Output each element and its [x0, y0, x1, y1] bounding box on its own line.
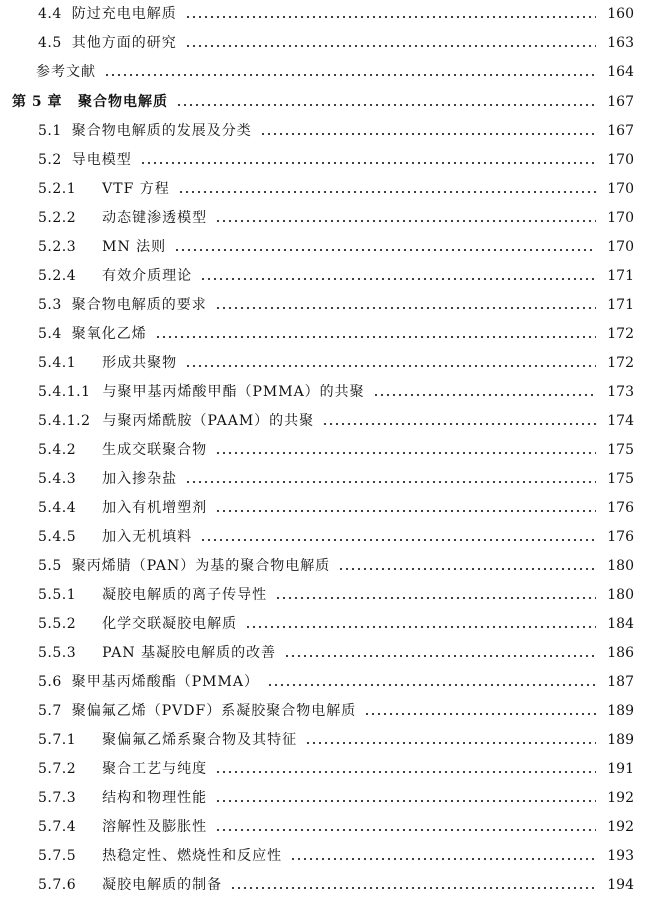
page-number: 180 [607, 587, 634, 603]
toc-entry[interactable] [0, 757, 650, 781]
toc-entry[interactable] [0, 148, 650, 172]
toc-entry[interactable] [0, 873, 650, 897]
section-title: 结构和物理性能 [102, 790, 208, 806]
dot-leader [322, 409, 596, 433]
dot-leader [215, 206, 596, 230]
dot-leader [364, 699, 596, 723]
section-title: 聚合工艺与纯度 [102, 761, 208, 777]
page-number: 187 [607, 674, 634, 690]
section-title: 聚甲基丙烯酸酯（PMMA） [71, 674, 259, 690]
section-title: 聚偏氟乙烯（PVDF）系凝胶聚合物电解质 [71, 703, 357, 719]
page-number: 171 [607, 268, 634, 284]
page-number: 174 [607, 413, 634, 429]
toc-entry[interactable] [0, 264, 650, 288]
page-number: 175 [607, 471, 634, 487]
section-number: 5.4.3 [38, 471, 77, 487]
toc-entry[interactable] [0, 583, 650, 607]
page-number: 170 [607, 152, 634, 168]
dot-leader [275, 583, 596, 607]
section-number: 5.4.1 [38, 355, 77, 371]
dot-leader [230, 873, 596, 897]
section-number: 5.4.4 [38, 500, 77, 516]
page-number: 192 [607, 790, 634, 806]
page-number: 189 [607, 732, 634, 748]
chapter-number: 第 5 章 [12, 94, 62, 110]
section-title: 凝胶电解质的制备 [102, 877, 223, 893]
section-number: 5.7.2 [38, 761, 77, 777]
page-number: 163 [607, 35, 634, 51]
dot-leader [140, 148, 596, 172]
page-number: 176 [607, 529, 634, 545]
toc-entry[interactable] [0, 293, 650, 317]
section-title: 凝胶电解质的离子传导性 [102, 587, 268, 603]
toc-entry[interactable] [0, 60, 650, 84]
section-number: 5.7.5 [38, 848, 77, 864]
page-number: 192 [607, 819, 634, 835]
section-number: 5.2.4 [38, 268, 77, 284]
section-title: 生成交联聚合物 [102, 442, 208, 458]
section-title: 加入有机增塑剂 [102, 500, 208, 516]
dot-leader [174, 235, 596, 259]
page-number: 170 [607, 181, 634, 197]
dot-leader [290, 844, 596, 868]
toc-entry[interactable] [0, 844, 650, 868]
toc-entry[interactable] [0, 119, 650, 143]
dot-leader [260, 119, 596, 143]
toc-entry[interactable] [0, 815, 650, 839]
chapter-title: 聚合物电解质 [78, 94, 168, 110]
dot-leader [267, 670, 596, 694]
dot-leader [338, 554, 596, 578]
section-title: 加入掺杂盐 [102, 471, 178, 487]
section-title: 与聚丙烯酰胺（PAAM）的共聚 [102, 413, 315, 429]
section-title: VTF 方程 [102, 181, 170, 197]
section-title: 聚氧化乙烯 [71, 326, 147, 342]
section-number: 5.7.4 [38, 819, 77, 835]
page-number: 175 [607, 442, 634, 458]
dot-leader [215, 438, 596, 462]
section-number: 5.5.3 [38, 645, 77, 661]
section-title: 有效介质理论 [102, 268, 193, 284]
toc-entry[interactable] [0, 380, 650, 404]
toc-entry[interactable] [0, 525, 650, 549]
toc-entry[interactable] [0, 786, 650, 810]
toc-entry[interactable] [0, 554, 650, 578]
page-number: 171 [607, 297, 634, 313]
section-number: 5.7.1 [38, 732, 77, 748]
toc-entry[interactable] [0, 496, 650, 520]
page-number: 170 [607, 210, 634, 226]
dot-leader [200, 264, 596, 288]
dot-leader [185, 351, 596, 375]
dot-leader [176, 90, 596, 114]
section-title: 热稳定性、燃烧性和反应性 [102, 848, 283, 864]
section-title: 与聚甲基丙烯酸甲酯（PMMA）的共聚 [102, 384, 365, 400]
page-number: 173 [607, 384, 634, 400]
dot-leader [200, 525, 596, 549]
section-title: MN 法则 [102, 239, 167, 255]
page-number: 194 [607, 877, 634, 893]
section-title: 参考文献 [36, 64, 96, 80]
section-number: 5.5.1 [38, 587, 77, 603]
section-number: 5.7.3 [38, 790, 77, 806]
dot-leader [245, 612, 596, 636]
section-number: 5.1 [38, 123, 62, 139]
section-title: 聚偏氟乙烯系聚合物及其特征 [102, 732, 298, 748]
dot-leader [305, 728, 596, 752]
page-number: 189 [607, 703, 634, 719]
dot-leader [215, 815, 596, 839]
dot-leader [185, 31, 596, 55]
toc-entry[interactable] [0, 31, 650, 55]
page-number: 180 [607, 558, 634, 574]
section-title: 聚丙烯腈（PAN）为基的聚合物电解质 [71, 558, 331, 574]
section-title: 导电模型 [71, 152, 132, 168]
toc-entry[interactable] [0, 728, 650, 752]
section-title: PAN 基凝胶电解质的改善 [102, 645, 277, 661]
dot-leader [373, 380, 596, 404]
section-number: 5.2.3 [38, 239, 77, 255]
dot-leader [215, 786, 596, 810]
section-number: 5.7 [38, 703, 62, 719]
toc-entry[interactable] [0, 409, 650, 433]
dot-leader [215, 496, 596, 520]
page-number: 160 [607, 6, 634, 22]
section-number: 5.2.2 [38, 210, 77, 226]
page-number: 184 [607, 616, 634, 632]
dot-leader [155, 322, 596, 346]
section-title: 溶解性及膨胀性 [102, 819, 208, 835]
dot-leader [215, 293, 596, 317]
page-number: 170 [607, 239, 634, 255]
section-number: 5.7.6 [38, 877, 77, 893]
section-number: 5.3 [38, 297, 62, 313]
page-number: 167 [607, 94, 634, 110]
section-title: 其他方面的研究 [71, 35, 177, 51]
toc-entry[interactable] [0, 438, 650, 462]
toc-entry[interactable] [0, 670, 650, 694]
toc-entry[interactable] [0, 641, 650, 665]
toc-entry[interactable] [0, 235, 650, 259]
section-number: 5.4.5 [38, 529, 77, 545]
toc-chapter-entry[interactable] [0, 90, 650, 114]
toc-entry[interactable] [0, 206, 650, 230]
page-number: 172 [607, 326, 634, 342]
page-number: 191 [607, 761, 634, 777]
toc-entry[interactable] [0, 612, 650, 636]
dot-leader [284, 641, 596, 665]
toc-entry[interactable] [0, 351, 650, 375]
section-number: 5.5 [38, 558, 62, 574]
section-title: 动态键渗透模型 [102, 210, 208, 226]
section-number: 4.4 [38, 6, 62, 22]
section-number: 5.4.2 [38, 442, 77, 458]
toc-entry[interactable] [0, 322, 650, 346]
dot-leader [215, 757, 596, 781]
dot-leader [185, 2, 596, 26]
toc-entry[interactable] [0, 467, 650, 491]
toc-entry[interactable] [0, 699, 650, 723]
page-number: 167 [607, 123, 634, 139]
section-title: 形成共聚物 [102, 355, 178, 371]
section-title: 聚合物电解质的要求 [71, 297, 207, 313]
dot-leader [185, 467, 596, 491]
section-number: 5.4 [38, 326, 62, 342]
dot-leader [104, 60, 596, 84]
section-number: 5.4.1.1 [38, 384, 91, 400]
dot-leader [178, 177, 596, 201]
section-title: 化学交联凝胶电解质 [102, 616, 238, 632]
section-number: 4.5 [38, 35, 62, 51]
section-number: 5.2 [38, 152, 62, 168]
section-number: 5.2.1 [38, 181, 77, 197]
page-number: 193 [607, 848, 634, 864]
toc-entry[interactable] [0, 177, 650, 201]
page-number: 176 [607, 500, 634, 516]
toc-entry[interactable] [0, 2, 650, 26]
section-number: 5.4.1.2 [38, 413, 91, 429]
page-number: 186 [607, 645, 634, 661]
page-number: 164 [607, 64, 634, 80]
section-number: 5.5.2 [38, 616, 77, 632]
section-number: 5.6 [38, 674, 62, 690]
section-title: 加入无机填料 [102, 529, 193, 545]
section-title: 防过充电电解质 [71, 6, 177, 22]
section-title: 聚合物电解质的发展及分类 [71, 123, 252, 139]
page-number: 172 [607, 355, 634, 371]
